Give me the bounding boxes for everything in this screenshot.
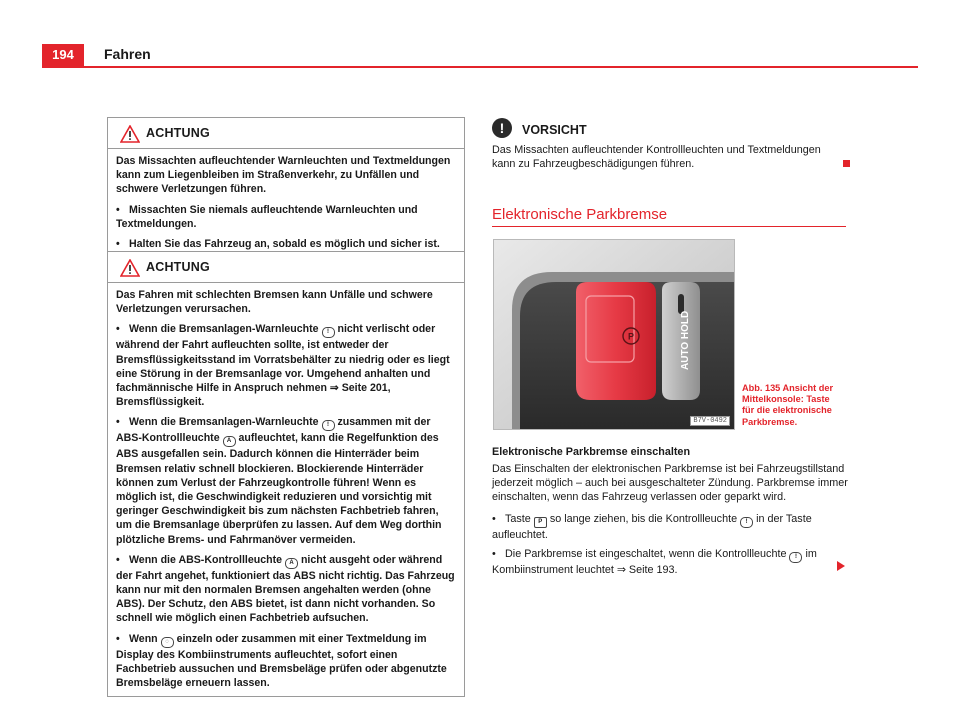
warning-intro: Das Missachten aufleuchtender Warnleuchten und Textmeldungen kann zum Liegenbleiben im Straßenverkehr, zu Unfällen und schwere Verletzungen führen.: [116, 155, 451, 196]
brake-warning-icon: !: [322, 327, 335, 338]
caution-exclamation-icon: !: [492, 118, 512, 138]
page-number: 194: [42, 44, 84, 66]
brake-warning-icon: !: [789, 552, 802, 563]
warning-bullet: • Halten Sie das Fahrzeug an, sobald es möglich und sicher ist.: [116, 238, 440, 251]
figure-caption: Abb. 135 Ansicht der Mittelkonsole: Taste für die elektronische Parkbremse.: [742, 383, 834, 427]
brake-warning-icon: !: [322, 420, 335, 431]
next-page-arrow-icon: [837, 561, 845, 571]
figure-code: B7V-0492: [690, 416, 730, 426]
warning-title: ACHTUNG: [146, 126, 210, 140]
caution-title: VORSICHT: [522, 123, 587, 137]
warning-bullet: • Wenn die ABS-Kontrollleuchte A nicht ausgeht oder während der Fahrt angehet, funktioniert das ABS nicht richtig. Das Fahrzeug kann nur mit den normalen Bremsen angehalten werden (ohne ABS). Der Schutz, den ABS bietet, ist dann nicht vorhanden. So schnell wie möglich einen Fachbetrieb aufsuchen.: [116, 553, 455, 625]
paragraph: Das Einschalten der elektronischen Parkbremse ist bei Fahrzeugstillstand jederzeit möglich – auch bei ausgeschalteter Zündung. Parkbremse immer einschalten, wenn das Fahrzeug verlassen oder geparkt wird.: [492, 463, 848, 504]
warning-box-header: [108, 252, 464, 283]
caution-text: Das Missachten aufleuchtender Kontrollleuchten und Textmeldungen kann zu Fahrzeugbeschädigungen führen.: [492, 144, 821, 171]
caution-header: [492, 118, 852, 140]
content-bullet: • Die Parkbremse ist eingeschaltet, wenn die Kontrollleuchte ! im Kombiinstrument leuchtet ⇒ Seite 193.: [492, 548, 817, 576]
parking-brake-figure: [493, 239, 735, 430]
header-rule: [42, 66, 918, 68]
warning-triangle-icon: [120, 259, 140, 277]
parking-brake-icon: P: [534, 517, 547, 528]
content-bullet: • Taste P so lange ziehen, bis die Kontrollleuchte ! in der Taste aufleuchtet.: [492, 513, 812, 541]
warning-bullet: • Wenn die Bremsanlagen-Warnleuchte ! zusammen mit der ABS-Kontrollleuchte A aufleuchtet, kann die Regelfunktion des ABS ausgefallen sein. Dadurch können die Hinterräder beim Bremsen relativ schnell blockieren. Blockierende Hinterräder können zum Verlust der Fahrzeugkontrolle führen! Wenn es möglich ist, die Geschwindigkeit reduzieren und vorsichtig mit geringer Geschwindigkeit bis zum nächsten Fachbetrieb fahren, um die Bremsanlage überprüfen zu lassen. Auf dem Weg dorthin plötzliche Brems- und Fahrmanöver vermeiden.: [116, 416, 442, 546]
warning-box-2: [107, 251, 465, 697]
parking-brake-illustration: [494, 240, 734, 429]
warning-triangle-icon: [120, 125, 140, 143]
abs-icon: A: [285, 558, 298, 569]
section-rule: [492, 226, 846, 227]
warning-box-1: [107, 117, 465, 258]
section-end-marker: [843, 160, 850, 167]
warning-box-header: [108, 118, 464, 149]
section-title: Elektronische Parkbremse: [492, 206, 668, 223]
warning-bullet: • Missachten Sie niemals aufleuchtende Warnleuchten und Textmeldungen.: [116, 203, 418, 230]
svg-text:P: P: [627, 331, 635, 342]
subsection-title: Elektronische Parkbremse einschalten: [492, 446, 691, 458]
warning-bullet: • Wenn die Bremsanlagen-Warnleuchte ! nicht verlischt oder während der Fahrt aufleuchten sollte, ist entweder der Bremsflüssigkeitsstand im Vorratsbehälter zu niedrig oder es liegt eine Störung in der Bremsanlage vor. Umgehend anhalten und fachmännische Hilfe in Anspruch nehmen ⇒ Seite 201, Bremsflüssigkeit.: [116, 323, 450, 409]
warning-title: ACHTUNG: [146, 260, 210, 274]
warning-bullet: • Wenn ◌ einzeln oder zusammen mit einer Textmeldung im Display des Kombiinstruments aufleuchtet, sofort einen Fachbetrieb aussuchen und Bremsbeläge prüfen oder abgenutzte Bremsbeläge erneuern lassen.: [116, 632, 447, 690]
chapter-title: Fahren: [104, 46, 151, 62]
abs-icon: A: [223, 436, 236, 447]
auto-hold-label: AUTO HOLD: [680, 310, 691, 370]
brake-wear-icon: ◌: [161, 637, 174, 648]
warning-intro: Das Fahren mit schlechten Bremsen kann Unfälle und schwere Verletzungen verursachen.: [116, 289, 433, 316]
brake-warning-icon: !: [740, 517, 753, 528]
